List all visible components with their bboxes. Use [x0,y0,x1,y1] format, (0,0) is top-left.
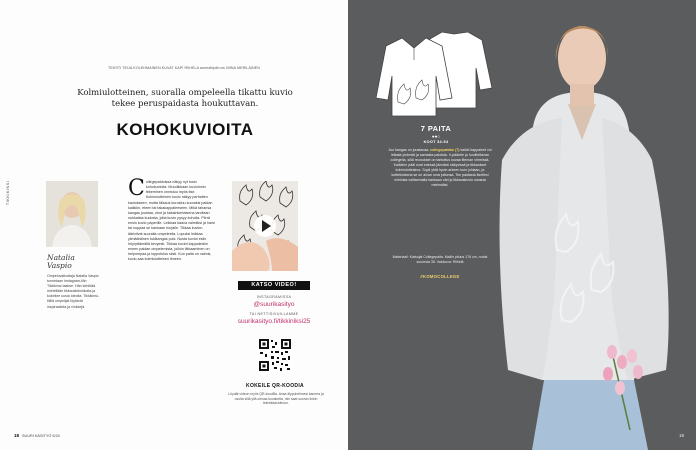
article-headline: KOHOKUVIOITA [116,120,254,139]
pattern-sizes: KOOT 34-54 [423,140,449,144]
qr-title: KOKEILE QR-KOODIA [246,383,304,389]
tulip-pattern-image-icon [232,181,298,271]
lead-text: Kolmiulotteinen, suoralla ompeleella tikattu kuvio tekee peruspaidasta houkuttavan. [77,88,293,109]
video-thumbnail[interactable] [232,181,298,271]
sweater-pattern-drawing-icon [376,28,496,118]
qr-description: Löydät videon myös QR-koodilla. Avaa älypuhelimesi kamera ja osoita sillä yllä olevaa kuvaketta, niin saat suoran linkin tekniikkavideoon. [228,392,324,406]
body-text-rest: ollegepaidoissa näkyy nyt tosin kohokuvioita. Muodikkaan kuvioinnin tekeminen onnistuu myös itse. Kolmiulotteinen kuvio näkyy parhaiten kaulukseen, mutta tikkaus korostuu suoraksi paidan kaikkiin, eteen tai takakappaleeseen. Mikä tahansa kangas joustaa, ohut ja kaksinkertaisena tarvitaan nukkaista kudosta, jotta kuvio pysyy koholla. Piirrä ensin kuvio paperille. Leikkaa kaava valmiiksi ja harsi tai nuppaa se kankaan nurjalle. Tikkaa kuvion ääriviivat suoralla ompeleella. Lopuksi leikkaa ylimääräinen tukikangas pois. Nosta kuviot esiin höyryttämällä kevyesti. Tikkaa kuviot kappaleisiin ennen paidan ompelemista, jolloin tikkaaminen on helpompaa ja lopputulos siisti. Kun paita on valmis, kuvio saa kolmiulotteisen ilmeen. [128,180,215,262]
pattern-description [388,148,492,188]
model-photo-icon [462,0,696,450]
description-highlight: collegepaidan (7) [430,148,460,152]
author-portrait-icon [46,181,98,247]
magazine-issue: SUURI KÄSITYÖ 5/24 [22,434,60,438]
side-tag: TIKKIKINSI [6,180,10,205]
instagram-handle[interactable]: @suurikasityo [253,301,295,308]
description-rest: kaikki kappaleet voi leikata yhdestä ja samasta paloista. V-pääntie ja huoliteltavan collegella, sillä reunukset on tarkoitus kovaa fileman vihreissä. Kaikkien pääl ovat edessä jännästi näkyvissä ja tikkaukset kolmiulotteisina. Sopii yhtä hyvin arkeen kuin juhlaan, ja kotitekoisena se on aivan oma juttunsa. Tee paidasta itsellesi mieluisa valitsemalla kankaan väri ja tikkauskuvio omasta mielestäsi. [390,148,492,187]
author-bio: Ompeluvaikuttaja Natalia Vaspio tunnetaan Instagram-tilin Tikkikinsi taakse. Hän kehittää mielellään tikkaustekniikoita ja kokeilee uusia ideoita. Tikkikinsi-tilillä ompelijat löytävät inspiraatiota ja vinkkejä. [47,274,99,309]
drop-cap: C [128,176,145,201]
author-last-name: Vaspio [47,261,72,270]
folio-left [14,433,60,438]
body-column [128,176,216,263]
right-page [348,0,696,450]
author-photo [46,181,98,247]
author-first-name: Natalia [47,253,75,262]
materials-note: Materiaali: Katsojat Collegepaita. Mallin pituus 176 cm, roolat suuresta 38. Valokuva: Riihelä [392,255,488,264]
difficulty-dots: ●●○ [431,134,441,139]
qr-code[interactable] [258,338,292,372]
author-name [47,254,75,270]
article-credits: TEKSTI TEIJA KOLEHMAINEN KUVAT KAPI RIIHELA ammattipiiirros NIINA MERILÄINEN [108,66,260,70]
watch-video-banner[interactable]: KATSO VIDEO! [238,281,310,290]
hashtag: #KOMOCOLLEGE [420,274,460,279]
qr-code-icon [258,338,292,372]
page-number-left: 18 [14,433,20,438]
page-number-right: 19 [678,433,684,438]
pattern-title: 7 PAITA [420,124,452,133]
body-text [128,176,215,262]
description-intro: Joo kangas on joustavaa, [388,148,430,152]
website-label: TAI NETTISIVUILLAMME [249,312,299,316]
instagram-label: INSTAGRAMISSA [256,295,292,299]
website-url[interactable]: suurikasityo.fi/tikkiniksi25 [237,318,311,325]
